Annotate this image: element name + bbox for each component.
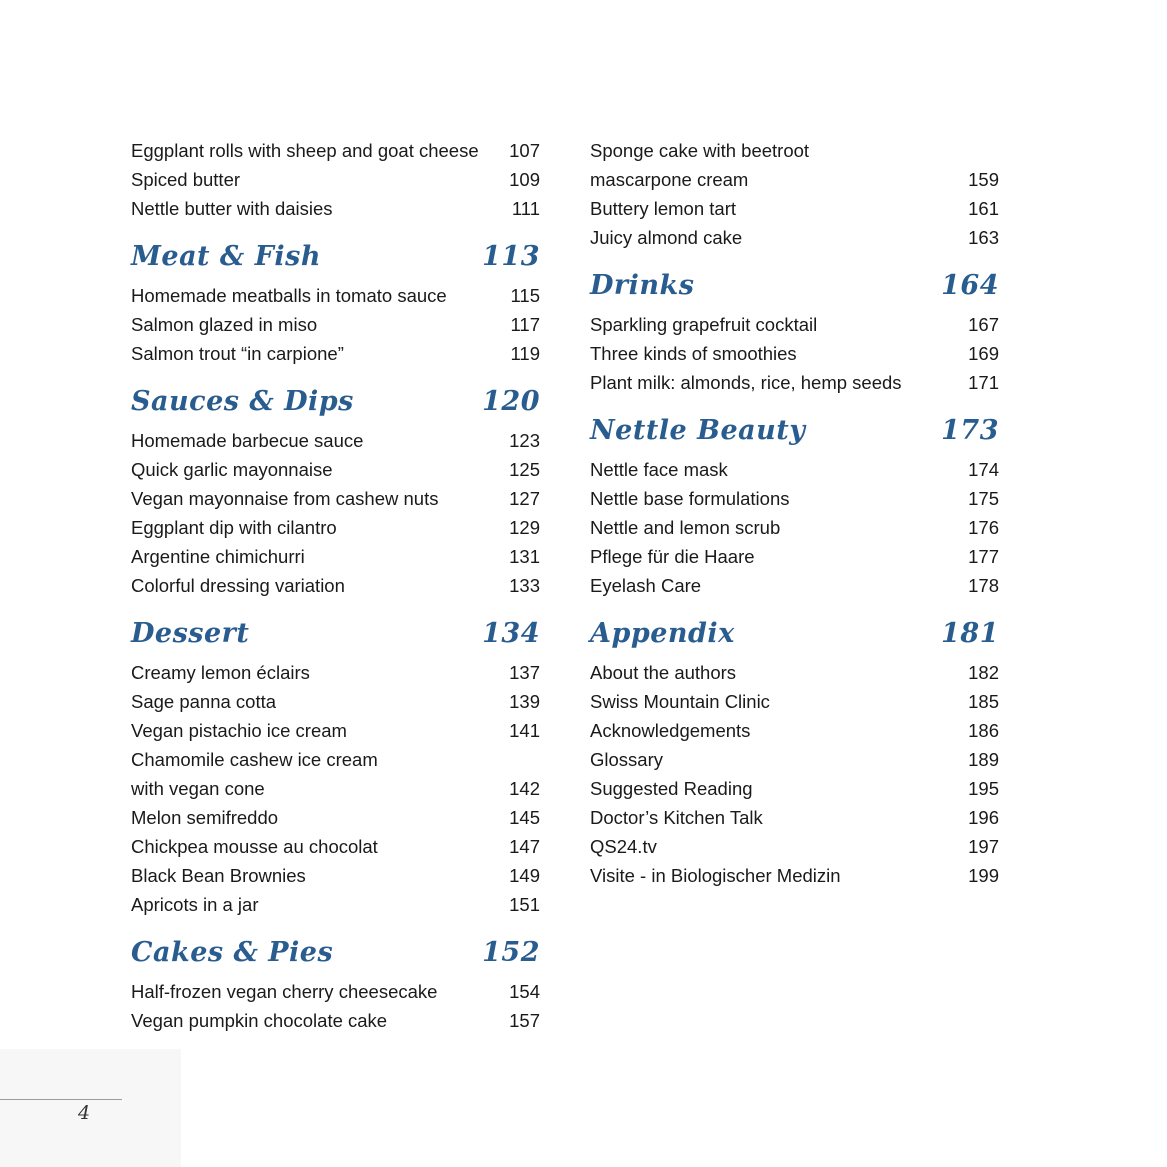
toc-entry[interactable] [131,977,540,1006]
section-page: 152 [482,937,540,968]
entry-page: 176 [968,517,999,538]
entry-title: Quick garlic mayonnaise [131,459,333,480]
entry-page: 137 [509,662,540,683]
entry-title: Melon semifreddo [131,807,279,828]
entry-title: Juicy almond cake [590,227,743,248]
entry-title: Three kinds of smoothies [590,343,797,364]
toc-entry[interactable] [131,281,540,310]
section-page: 181 [941,618,999,649]
entry-page: 177 [968,546,999,567]
entry-page: 119 [510,343,540,364]
section-heading-appendix[interactable] [590,600,999,658]
entry-page: 133 [509,575,540,596]
entry-page: 157 [509,1010,540,1031]
toc-entry[interactable] [590,658,999,687]
entry-page: 149 [509,865,540,886]
section-heading-sauces-dips[interactable] [131,368,540,426]
entry-page: 111 [511,198,540,219]
entry-title: Nettle base formulations [590,488,790,509]
entry-title: Glossary [590,749,663,770]
entry-title: mascarpone cream [590,169,749,190]
toc-entry[interactable] [131,455,540,484]
entry-title: Vegan mayonnaise from cashew nuts [131,488,439,509]
entry-title: Plant milk: almonds, rice, hemp seeds [590,372,902,393]
toc-entry[interactable] [131,136,540,165]
section-title: Cakes & Pies [131,937,334,968]
entry-title: Salmon glazed in miso [131,314,318,335]
toc-entry[interactable] [131,832,540,861]
entry-title: Visite - in Biologischer Medizin [590,865,841,886]
section-heading-cakes-pies[interactable] [131,919,540,977]
toc-entry[interactable] [590,571,999,600]
entry-title: Salmon trout “in carpione” [131,343,344,364]
section-heading-drinks[interactable] [590,252,999,310]
section-page: 120 [482,386,540,417]
entry-title: Vegan pistachio ice cream [131,720,347,741]
entry-title: Spiced butter [131,169,241,190]
section-heading-dessert[interactable] [131,600,540,658]
entry-page: 199 [968,865,999,886]
toc-entry[interactable] [131,774,540,803]
entry-page: 115 [510,285,540,306]
entry-title: Nettle butter with daisies [131,198,333,219]
entry-page: 154 [509,981,540,1002]
entry-title: Nettle and lemon scrub [590,517,781,538]
entry-title: Colorful dressing variation [131,575,345,596]
entry-title: Apricots in a jar [131,894,259,915]
entry-title: Half-frozen vegan cherry cheesecake [131,981,438,1002]
toc-entry[interactable] [131,803,540,832]
entry-page: 123 [509,430,540,451]
toc-entry[interactable] [590,745,999,774]
section-title: Drinks [590,270,695,301]
entry-page: 163 [968,227,999,248]
entry-title: Vegan pumpkin chocolate cake [131,1010,388,1031]
section-title: Meat & Fish [131,241,321,272]
toc-entry[interactable] [590,861,999,890]
toc-entry[interactable] [131,716,540,745]
entry-page: 167 [968,314,999,335]
toc-entry[interactable] [131,165,540,194]
entry-title: Doctor’s Kitchen Talk [590,807,763,828]
toc-entry[interactable] [590,136,999,165]
toc-entry[interactable] [590,832,999,861]
footer-panel [0,1049,181,1167]
entry-page: 197 [968,836,999,857]
entry-page: 196 [968,807,999,828]
toc-entry[interactable] [131,339,540,368]
entry-title: Argentine chimichurri [131,546,305,567]
section-heading-nettle-beauty[interactable] [590,397,999,455]
entry-page: 109 [509,169,540,190]
section-title: Nettle Beauty [590,415,806,446]
toc-entry[interactable] [131,194,540,223]
entry-page: 147 [509,836,540,857]
toc-left-column [131,136,540,1035]
section-title: Dessert [131,618,250,649]
entry-title: Acknowledgements [590,720,751,741]
section-page: 164 [941,270,999,301]
toc-entry[interactable] [131,571,540,600]
toc-entry[interactable] [131,1006,540,1035]
entry-page: 174 [968,459,999,480]
toc-entry[interactable] [131,426,540,455]
toc-entry[interactable] [131,513,540,542]
entry-page: 159 [968,169,999,190]
entry-title: Sage panna cotta [131,691,277,712]
section-page: 173 [941,415,999,446]
entry-title: Creamy lemon éclairs [131,662,310,683]
entry-title: Sponge cake with beetroot [590,140,810,161]
entry-page: 142 [509,778,540,799]
toc-entry[interactable] [131,861,540,890]
toc-entry[interactable] [590,484,999,513]
entry-title: with vegan cone [131,778,265,799]
toc-right-column [590,136,999,890]
toc-entry[interactable] [131,745,540,774]
entry-title: Nettle face mask [590,459,728,480]
entry-title: Sparkling grapefruit cocktail [590,314,818,335]
entry-title: Eggplant rolls with sheep and goat cheese [131,140,479,161]
toc-entry[interactable] [131,890,540,919]
entry-title: Homemade barbecue sauce [131,430,364,451]
toc-entry[interactable] [131,310,540,339]
entry-page: 189 [968,749,999,770]
entry-title: About the authors [590,662,737,683]
entry-page: 145 [509,807,540,828]
section-page: 134 [482,618,540,649]
entry-title: Pflege für die Haare [590,546,755,567]
entry-page: 186 [968,720,999,741]
entry-page: 175 [968,488,999,509]
section-title: Appendix [590,618,735,649]
section-heading-meat-fish[interactable] [131,223,540,281]
toc-entry[interactable] [590,542,999,571]
entry-title: Black Bean Brownies [131,865,306,886]
toc-entry[interactable] [131,687,540,716]
toc-entry[interactable] [590,310,999,339]
entry-page: 131 [509,546,540,567]
entry-page: 117 [510,314,540,335]
entry-page: 169 [968,343,999,364]
entry-title: Buttery lemon tart [590,198,737,219]
toc-entry[interactable] [131,542,540,571]
toc-entry[interactable] [590,716,999,745]
entry-title: Chickpea mousse au chocolat [131,836,378,857]
toc-entry[interactable] [590,223,999,252]
entry-page: 141 [509,720,540,741]
entry-page: 182 [968,662,999,683]
toc-entry[interactable] [131,658,540,687]
entry-page: 178 [968,575,999,596]
toc-entry[interactable] [590,774,999,803]
toc-entry[interactable] [590,687,999,716]
entry-page: 127 [509,488,540,509]
entry-title: Swiss Mountain Clinic [590,691,770,712]
section-title: Sauces & Dips [131,386,354,417]
entry-page: 185 [968,691,999,712]
toc-entry[interactable] [590,194,999,223]
entry-title: Eyelash Care [590,575,702,596]
footer-divider [0,1099,122,1100]
entry-title: Chamomile cashew ice cream [131,749,378,770]
toc-entry[interactable] [131,484,540,513]
entry-title: Eggplant dip with cilantro [131,517,337,538]
section-page: 113 [482,241,540,272]
entry-page: 151 [509,894,540,915]
entry-page: 195 [968,778,999,799]
entry-page: 129 [509,517,540,538]
toc-entry[interactable] [590,165,999,194]
entry-title: Homemade meatballs in tomato sauce [131,285,447,306]
entry-title: QS24.tv [590,836,657,857]
page-number: 4 [78,1102,91,1124]
toc-entry[interactable] [590,339,999,368]
entry-page: 107 [509,140,540,161]
entry-title: Suggested Reading [590,778,753,799]
entry-page: 161 [968,198,999,219]
toc-entry[interactable] [590,513,999,542]
entry-page: 171 [968,372,999,393]
entry-page: 139 [509,691,540,712]
toc-entry[interactable] [590,368,999,397]
toc-entry[interactable] [590,803,999,832]
entry-page: 125 [509,459,540,480]
